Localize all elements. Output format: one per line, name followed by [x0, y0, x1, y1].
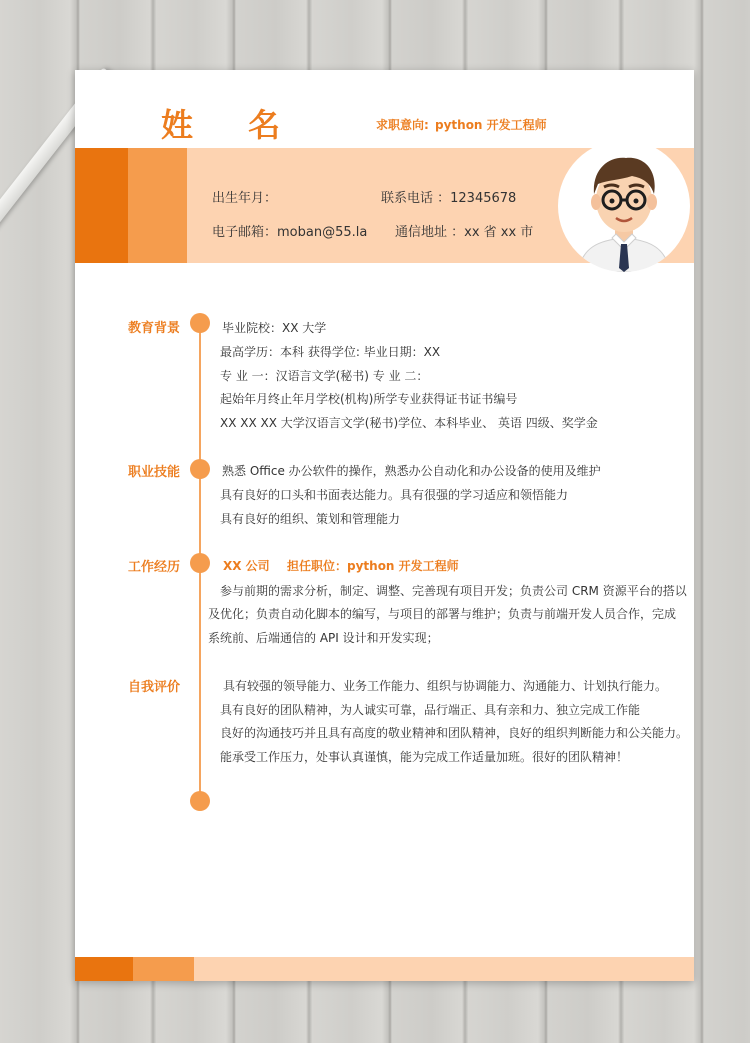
work-company: XX 公司: [223, 559, 270, 573]
job-intent-value: python 开发工程师: [435, 118, 547, 132]
timeline-dot-work: [190, 553, 210, 573]
work-line: 系统前、后端通信的 API 设计和开发实现；: [208, 631, 439, 645]
edu-line: 专 业 一：汉语言文学(秘书) 专 业 二：: [220, 369, 429, 383]
edu-line: XX XX XX 大学汉语言文学(秘书)学位、本科毕业、 英语 四级、奖学金: [220, 416, 598, 430]
resume-page: [75, 70, 694, 981]
work-line: 参与前期的需求分析，制定、调整、完善现有项目开发；负责公司 CRM 资源平台的搭以: [220, 584, 687, 598]
avatar: [558, 140, 690, 272]
footer-dark-block: [75, 957, 133, 981]
edu-line: 最高学历：本科 获得学位: 毕业日期：XX: [220, 345, 441, 359]
band-dark-block: [75, 148, 128, 263]
job-intent: [374, 116, 547, 133]
skill-line: 具有良好的组织、策划和管理能力: [220, 512, 401, 526]
info-phone: 联系电话 ：12345678: [381, 191, 517, 206]
timeline-dot-skills: [190, 459, 210, 479]
footer-light-block: [194, 957, 694, 981]
band-mid-block: [128, 148, 187, 263]
self-line: 具有良好的团队精神，为人诚实可靠，品行端正、具有亲和力、独立完成工作能: [220, 703, 641, 717]
work-position: 担任职位：python 开发工程师: [287, 559, 459, 573]
resume-name: 姓 名: [161, 106, 303, 144]
info-address: 通信地址 ：xx 省 xx 市: [395, 225, 534, 240]
section-title-education: 教育背景: [128, 321, 181, 336]
skill-line: 熟悉 Office 办公软件的操作，熟悉办公自动化和办公设备的使用及维护: [222, 464, 601, 478]
section-title-self: 自我评价: [128, 680, 181, 695]
skill-line: 具有良好的口头和书面表达能力。具有很强的学习适应和领悟能力: [220, 488, 569, 502]
work-line: 及优化；负责自动化脚本的编写，与项目的部署与维护；负责与前端开发人员合作，完成: [208, 607, 677, 621]
timeline-dot-end: [190, 791, 210, 811]
info-email: 电子邮箱：moban@55.la: [212, 225, 368, 240]
self-line: 具有较强的领导能力、业务工作能力、组织与协调能力、沟通能力、计划执行能力。: [223, 679, 668, 693]
section-title-work: 工作经历: [128, 560, 181, 575]
job-intent-label: 求职意向:: [376, 118, 429, 132]
self-line: 良好的沟通技巧并且具有高度的敬业精神和团队精神，良好的组织判断能力和公关能力。: [220, 726, 689, 740]
edu-line: 毕业院校：XX 大学: [222, 321, 327, 335]
edu-line: 起始年月终止年月学校(机构)所学专业获得证书证书编号: [220, 392, 518, 406]
avatar-illustration-icon: [558, 140, 690, 272]
self-line: 能承受工作压力，处事认真谨慎，能为完成工作适量加班。很好的团队精神！: [220, 750, 629, 764]
timeline-dot-education: [190, 313, 210, 333]
footer-mid-block: [133, 957, 194, 981]
section-title-skills: 职业技能: [128, 465, 181, 480]
info-birth: 出生年月：: [212, 191, 278, 206]
